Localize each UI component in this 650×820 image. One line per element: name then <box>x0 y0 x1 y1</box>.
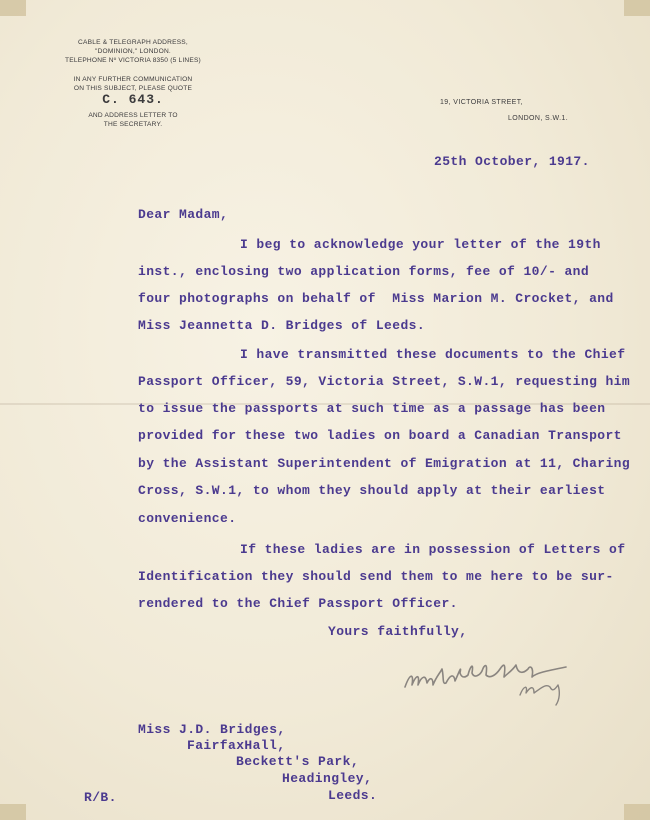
body-line: Identification they should send them to me here to be sur- <box>138 569 614 584</box>
body-line: four photographs on behalf of Miss Marion M. Crocket, and <box>138 291 614 306</box>
recipient-line: Leeds. <box>328 788 378 803</box>
recipient-line: Headingley, <box>282 771 373 786</box>
recipient-line: Beckett's Park, <box>236 754 360 769</box>
closing: Yours faithfully, <box>328 624 468 639</box>
city-address: LONDON, S.W.1. <box>508 115 569 122</box>
quote-instruction-1: IN ANY FURTHER COMMUNICATION <box>73 76 193 83</box>
cable-address: CABLE & TELEGRAPH ADDRESS, <box>78 39 188 46</box>
body-line: Passport Officer, 59, Victoria Street, S.W.1, requesting him <box>138 374 631 389</box>
body-line: to issue the passports at such time as a passage has been <box>138 401 606 416</box>
body-line: by the Assistant Superintendent of Emigration at 11, Charing <box>138 456 631 471</box>
body-line: provided for these two ladies on board a Canadian Transport <box>138 428 622 443</box>
telephone-number: TELEPHONE Nº VICTORIA 8350 (5 LINES) <box>65 57 201 64</box>
address-instruction-1: AND ADDRESS LETTER TO <box>88 112 178 119</box>
handwritten-signature <box>400 655 575 710</box>
typist-initials: R/B. <box>84 790 117 805</box>
address-instruction-2: THE SECRETARY. <box>103 121 163 128</box>
body-line: Cross, S.W.1, to whom they should apply at their earliest <box>138 483 606 498</box>
dominion-address: "DOMINION," LONDON. <box>95 48 171 55</box>
body-line: I beg to acknowledge your letter of the 19th <box>240 237 601 252</box>
body-line: I have transmitted these documents to the Chief <box>240 347 626 362</box>
letterhead-address <box>440 95 590 127</box>
paper-corner <box>0 804 26 820</box>
recipient-line: FairfaxHall, <box>187 738 286 753</box>
paper-corner <box>624 0 650 16</box>
paper-corner <box>0 0 26 16</box>
quote-instruction-2: ON THIS SUBJECT, PLEASE QUOTE <box>73 85 193 92</box>
body-line: inst., enclosing two application forms, fee of 10/- and <box>138 264 590 279</box>
recipient-line: Miss J.D. Bridges, <box>138 722 286 737</box>
body-line: If these ladies are in possession of Letters of <box>240 542 626 557</box>
street-address: 19, VICTORIA STREET, <box>440 99 523 106</box>
reference-number: C. 643. <box>102 92 164 107</box>
salutation: Dear Madam, <box>138 207 229 222</box>
paper-corner <box>624 804 650 820</box>
letterhead-contact <box>58 38 208 129</box>
body-line: convenience. <box>138 511 237 526</box>
body-line: Miss Jeannetta D. Bridges of Leeds. <box>138 318 426 333</box>
letter-date: 25th October, 1917. <box>434 154 590 169</box>
body-line: rendered to the Chief Passport Officer. <box>138 596 458 611</box>
